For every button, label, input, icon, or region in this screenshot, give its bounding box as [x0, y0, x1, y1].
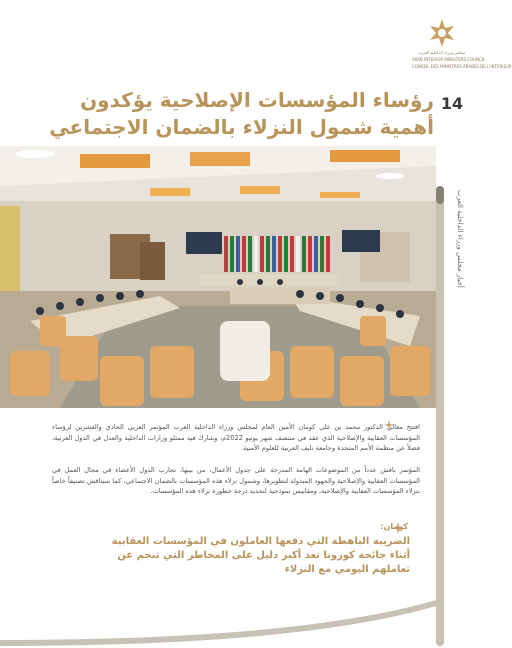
pull-quote [110, 535, 410, 577]
article-paragraph-1: افتتح معالي الدكتور محمد بن علي كومان الأمين العام لمجلس وزراء الداخلية العرب المؤتمر العربي الحادي والعشرين لرؤساء المؤسسات العقابية والإصلاحية الذي عقد في منتصف شهر يونيو 2022م، وشارك فيه ممثلو وزارات الداخلية والعدل في الدول العربية، فضلاً عن منظمة الأمم المتحدة وجامعة نايف العربية للعلوم الأمنية. [52, 423, 420, 452]
page-number: 14 [440, 94, 464, 113]
article-paragraph-2: المؤتمر ناقش عدداً من الموضوعات الهامة المدرجة على جدول الأعمال، من بينها، تجارب الدول الأعضاء في مجال العمل في المؤسسات العقابية والإصلاحية والجهود المبذولة لتطويرها، وشمول نزلاء هذه المؤسسات بالضمان الاجتماعي، كما سيناقش تصنيفاً خاصاً بنزلاء المؤسسات العقابية والإصلاحية، ومقاييس نموذجية لتحديد درجة خطورة نزلاء هذه المؤسسات. [52, 466, 420, 495]
logo-text-line: مجلس وزراء الداخلية العرب [418, 50, 466, 55]
conference-photo [0, 146, 436, 408]
side-rule [436, 186, 444, 646]
article-title [14, 87, 434, 141]
side-rule-marker [436, 186, 444, 204]
title-line-2: أهمية شمول النزلاء بالضمان الاجتماعي [49, 115, 434, 139]
quote-line-2: أثناء جائحة كورونا تعد أكبر دليل على المخاطر التي تنجم عن [117, 550, 410, 561]
conference-hall-illustration [0, 146, 436, 408]
council-logo [412, 18, 512, 69]
quote-line-3: تعاملهم اليومي مع النزلاء [284, 564, 410, 575]
decorative-curve [0, 600, 436, 648]
logo-text-line: ARAB INTERIOR MINISTERS COUNCIL [412, 57, 486, 62]
star-emblem-icon [427, 18, 457, 48]
logo-text-line: CONSEIL DES MINISTRES ARABES DE L'INTERIEUR [412, 64, 512, 69]
section-label: أخبار مجلس وزراء الداخلية العرب [456, 190, 464, 288]
quote-speaker: كومان: [380, 522, 408, 531]
title-line-1: رؤساء المؤسسات الإصلاحية يؤكدون [80, 88, 434, 112]
quote-line-1: الضريبة الباهظة التي دفعها العاملون في المؤسسات العقابية [111, 536, 410, 547]
